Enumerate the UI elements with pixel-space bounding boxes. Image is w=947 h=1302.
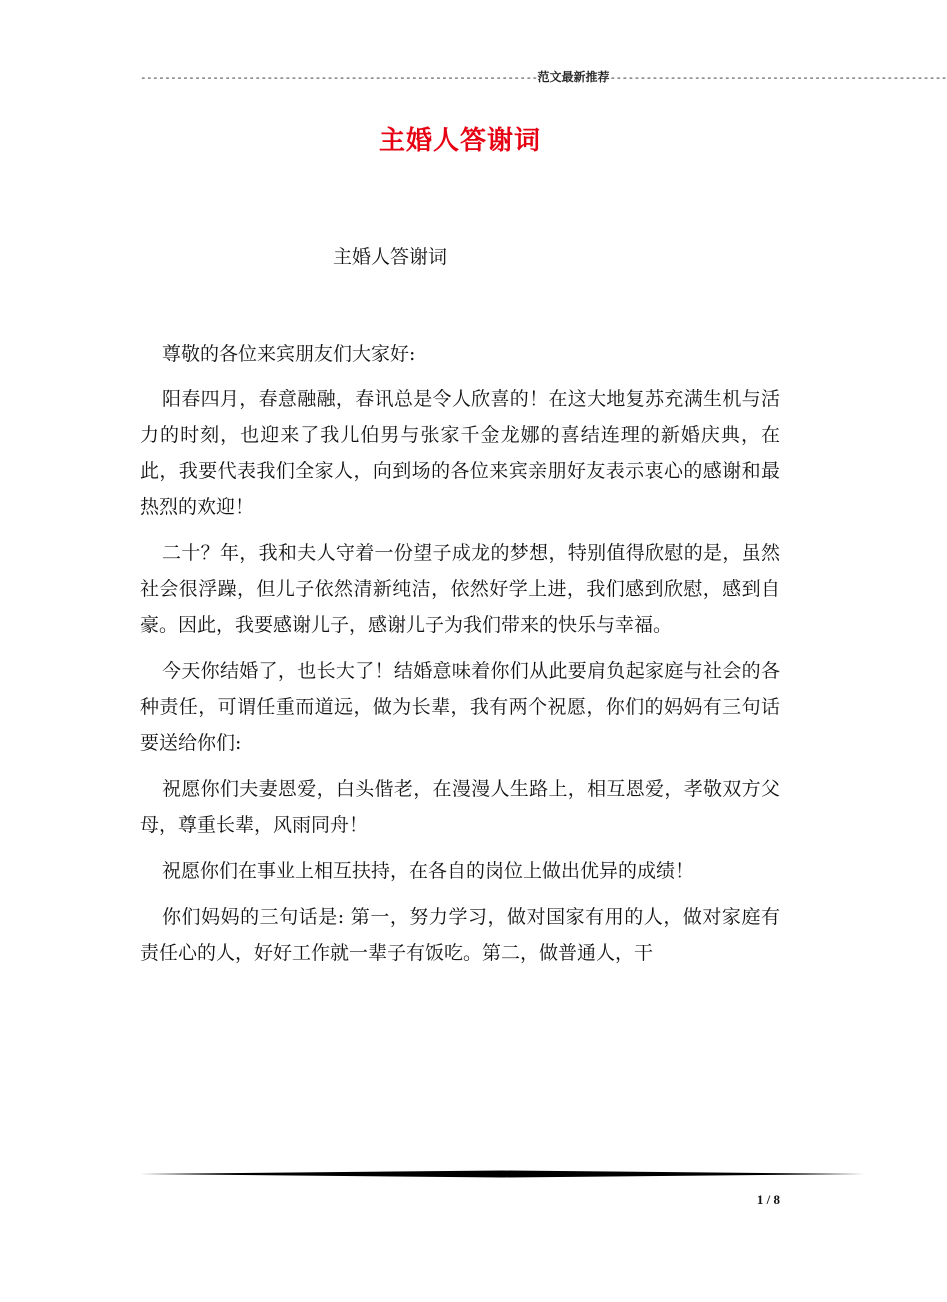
- paragraph: 你们妈妈的三句话是: 第一，努力学习，做对国家有用的人，做对家庭有责任心的人，好好工作就一辈子有饭吃。第二，做普通人，干: [140, 906, 780, 964]
- paragraph: 阳春四月，春意融融，春讯总是令人欣喜的！在这大地复苏充满生机与活力的时刻，也迎来了我儿伯男与张家千金龙娜的喜结连理的新婚庆典，在此，我要代表我们全家人，向到场的各位来宾亲朋好友表示衷心的感谢和最热烈的欢迎！: [140, 388, 780, 518]
- document-title: 主婚人答谢词: [378, 126, 541, 156]
- header-right-dashes: --------------------------------------------------------: [609, 71, 947, 84]
- page-header: [140, 68, 947, 85]
- paragraph: 二十？年，我和夫人守着一份望子成龙的梦想，特别值得欣慰的是，虽然社会很浮躁，但儿子依然清新纯洁，依然好学上进，我们感到欣慰，感到自豪。因此，我要感谢儿子，感谢儿子为我们带来的快乐与幸福。: [140, 542, 780, 636]
- header-left-dashes: ------------------------------------------------------------------: [140, 71, 538, 84]
- document-subtitle: 主婚人答谢词: [333, 246, 448, 268]
- page-number: 1 / 8: [756, 1192, 780, 1207]
- paragraph: 祝愿你们在事业上相互扶持，在各自的岗位上做出优异的成绩！: [162, 860, 695, 882]
- footer-divider: [140, 1170, 864, 1178]
- document-body: [140, 381, 780, 981]
- greeting: 尊敬的各位来宾朋友们大家好:: [162, 343, 416, 365]
- header-label: 范文最新推荐: [537, 70, 610, 84]
- paragraph: 今天你结婚了，也长大了！结婚意味着你们从此要肩负起家庭与社会的各种责任，可谓任重而道远，做为长辈，我有两个祝愿，你们的妈妈有三句话要送给你们:: [140, 660, 780, 754]
- paragraph: 祝愿你们夫妻恩爱，白头偕老，在漫漫人生路上，相互恩爱，孝敬双方父母，尊重长辈，风雨同舟！: [140, 778, 780, 836]
